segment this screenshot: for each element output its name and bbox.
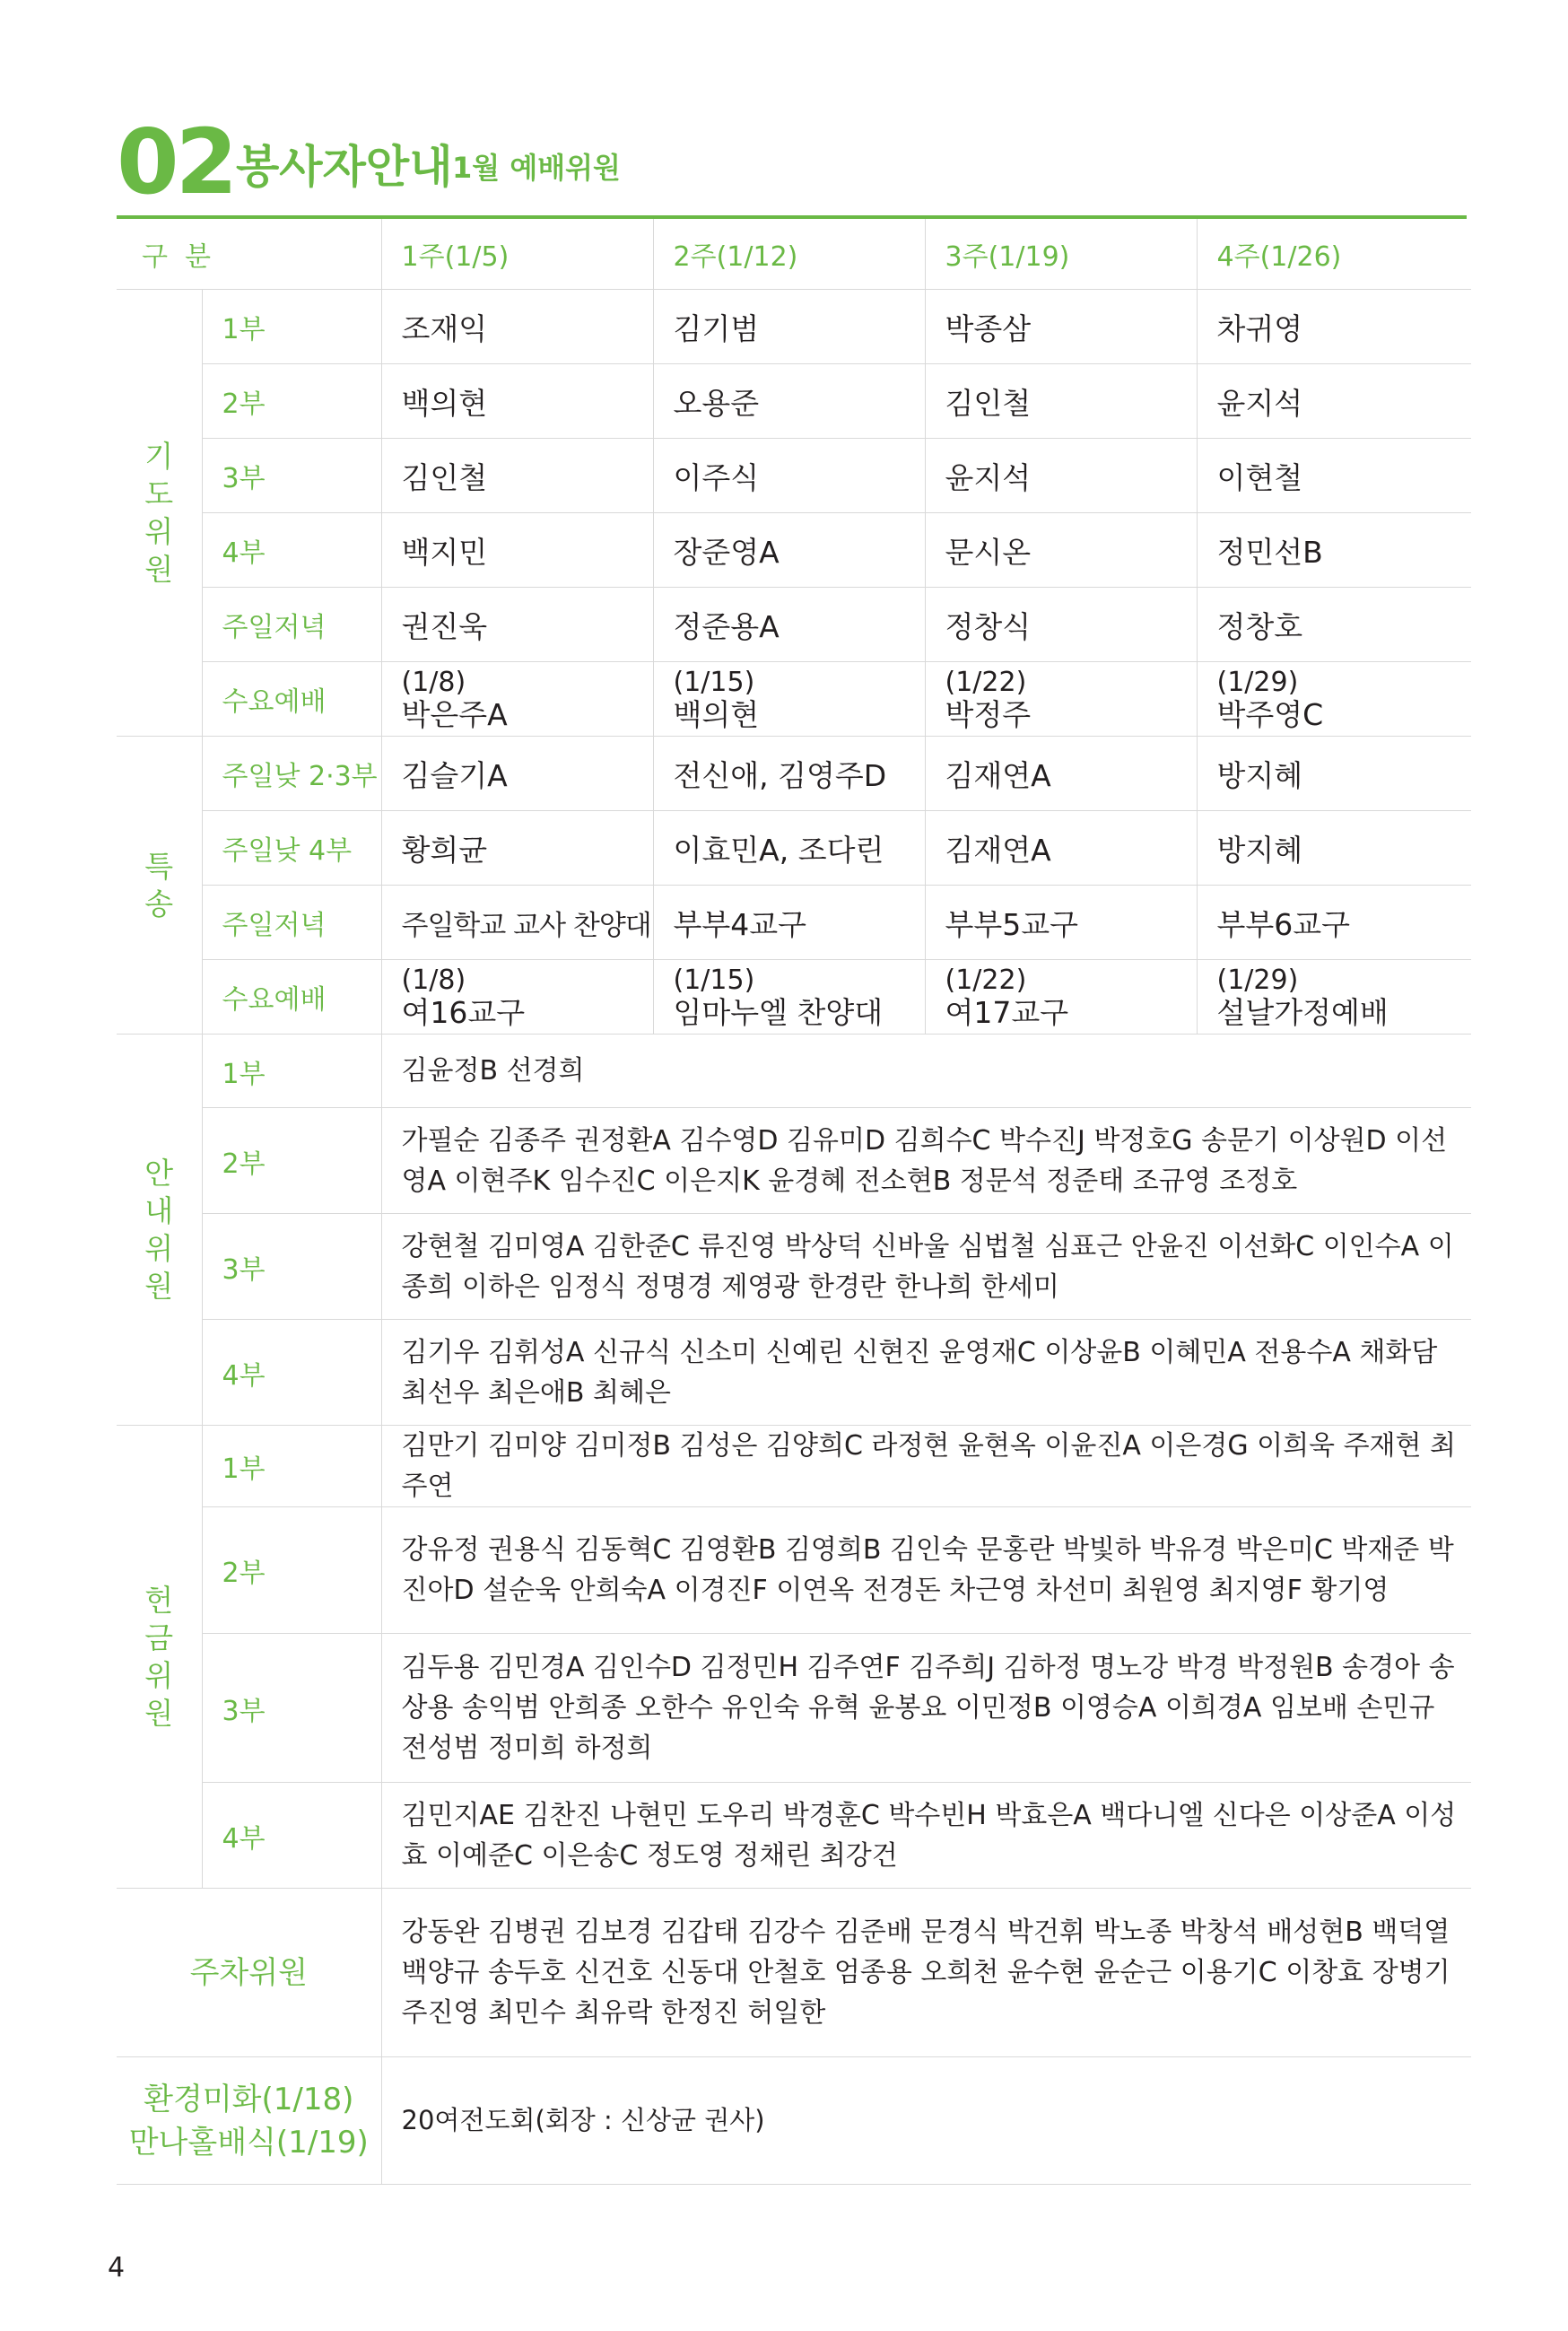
cell: 황희균 [381,811,653,886]
cell: 김재연A [925,737,1197,811]
row-label: 주일낮 4부 [202,811,381,886]
row-label: 수요예배 [202,960,381,1035]
name-list: 김민지AE 김찬진 나현민 도우리 박경훈C 박수빈H 박효은A 백다니엘 신다은 이상준A 이성효 이예준C 이은송C 정도영 정채린 최강건 [381,1783,1471,1889]
row-label: 주일저녁 [202,588,381,662]
category-prayer: 기 도 위 원 [117,290,202,737]
section-number: 02 [117,109,235,214]
category-parking: 주차위원 [117,1889,381,2057]
row-label: 2부 [202,364,381,439]
cell: 정창식 [925,588,1197,662]
row-label: 1부 [202,1426,381,1507]
row-label: 1부 [202,290,381,364]
section-title: 봉사자안내 [236,141,453,193]
table-row [117,439,1471,513]
name-list: 강동완 김병권 김보경 김갑태 김강수 김준배 문경식 박건휘 박노종 박창석 배성현B 백덕열 백양규 송두호 신건호 신동대 안철호 엄종용 오희천 윤수현 윤순근 이용기C 이창효 장병기 주진영 최민수 최유락 한정진 허일한 [381,1889,1471,2057]
cell-name: 임마누엘 찬양대 [673,995,884,1030]
name-list: 강현철 김미영A 김한준C 류진영 박상덕 신바울 심법철 심표근 안윤진 이선화C 이인수A 이종희 이하은 임정식 정명경 제영광 한경란 한나희 한세미 [381,1214,1471,1320]
cell-name: 여16교구 [401,995,526,1030]
row-label: 주일저녁 [202,886,381,960]
row-label: 4부 [202,1320,381,1426]
cell-name: 박은주A [401,697,508,732]
cell: 이효민A, 조다린 [653,811,925,886]
cell: 조재익 [381,290,653,364]
table-row [117,1634,1471,1783]
cell: 오용준 [653,364,925,439]
cell-name: 백의현 [673,697,760,732]
volunteer-table [117,219,1471,2185]
cell: 윤지석 [1197,364,1471,439]
cell: 박종삼 [925,290,1197,364]
column-header-week4: 4주(1/26) [1197,219,1471,290]
table-row [117,2057,1471,2185]
cell-name: 박정주 [945,697,1032,732]
cell-name: 여17교구 [945,995,1069,1030]
cell: 전신애, 김영주D [653,737,925,811]
cell: 윤지석 [925,439,1197,513]
row-label: 수요예배 [202,662,381,737]
cell: 김인철 [381,439,653,513]
cell-date: (1/8) [401,667,466,698]
cell-date: (1/15) [673,965,755,996]
category-usher: 안 내 위 원 [117,1035,202,1426]
cell: 백의현 [381,364,653,439]
cell: 방지혜 [1197,737,1471,811]
cell: 정민선B [1197,513,1471,588]
cell-name: 설날가정예배 [1216,995,1389,1030]
row-label: 주일낮 2·3부 [202,737,381,811]
page-number: 4 [108,2252,126,2283]
cell: 주일학교 교사 찬양대 [381,886,653,960]
cell-date: (1/22) [945,667,1027,698]
table-row [117,1320,1471,1426]
category-meal-label: 만나홀배식(1/19) [128,2124,369,2161]
table-row [117,364,1471,439]
column-header-week3: 3주(1/19) [925,219,1197,290]
name-list: 김기우 김휘성A 신규식 신소미 신예린 신현진 윤영재C 이상윤B 이혜민A 전용수A 채화담 최선우 최은애B 최혜은 [381,1320,1471,1426]
cell: 방지혜 [1197,811,1471,886]
cell [925,662,1197,737]
category-offering: 헌 금 위 원 [117,1426,202,1889]
table-row [117,886,1471,960]
row-label: 2부 [202,1507,381,1634]
cell [381,662,653,737]
cell [925,960,1197,1035]
cell: 부부5교구 [925,886,1197,960]
cell [653,662,925,737]
cell: 장준영A [653,513,925,588]
row-label: 4부 [202,1783,381,1889]
table-row [117,1783,1471,1889]
name-list: 가필순 김종주 권정환A 김수영D 김유미D 김희수C 박수진J 박정호G 송문기 이상원D 이선영A 이현주K 임수진C 이은지K 윤경혜 전소현B 정문석 정준태 조규영 조정호 [381,1108,1471,1214]
table-row [117,588,1471,662]
cell: 김인철 [925,364,1197,439]
cell: 문시온 [925,513,1197,588]
cell: 김기범 [653,290,925,364]
section-subtitle: 1월 예배위원 [452,151,621,185]
table-row [117,737,1471,811]
table-row [117,1426,1471,1507]
table-header-row [117,219,1471,290]
cell-date: (1/8) [401,965,466,996]
cell: 차귀영 [1197,290,1471,364]
cell: 김재연A [925,811,1197,886]
column-header-week1: 1주(1/5) [381,219,653,290]
cell-date: (1/22) [945,965,1027,996]
name-list: 강유정 권용식 김동혁C 김영환B 김영희B 김인숙 문홍란 박빛하 박유경 박은미C 박재준 박진아D 설순욱 안희숙A 이경진F 이연옥 전경돈 차근영 차선미 최원영 최지영F 황기영 [381,1507,1471,1634]
name-list: 20여전도회(회장 : 신상균 권사) [381,2057,1471,2185]
cell-date: (1/15) [673,667,755,698]
cell: 백지민 [381,513,653,588]
cell [1197,662,1471,737]
table-row [117,1889,1471,2057]
cell: 부부6교구 [1197,886,1471,960]
table-row [117,290,1471,364]
row-label: 2부 [202,1108,381,1214]
row-label: 3부 [202,439,381,513]
row-label: 3부 [202,1214,381,1320]
name-list: 김만기 김미양 김미정B 김성은 김양희C 라정현 윤현옥 이윤진A 이은경G 이희욱 주재현 최주연 [381,1426,1471,1507]
cell-date: (1/29) [1216,965,1299,996]
cell: 김슬기A [381,737,653,811]
category-special-song: 특 송 [117,737,202,1035]
row-label: 4부 [202,513,381,588]
cell [1197,960,1471,1035]
table-row [117,1035,1471,1108]
name-list: 김두용 김민경A 김인수D 김정민H 김주연F 김주희J 김하정 명노강 박경 박정원B 송경아 송상용 송익범 안희종 오한수 유인숙 유혁 윤봉요 이민정B 이영승A 이희경A 임보배 손민규 전성범 정미희 하정희 [381,1634,1471,1783]
table-row [117,662,1471,737]
table-row [117,811,1471,886]
cell: 부부4교구 [653,886,925,960]
cell-date: (1/29) [1216,667,1299,698]
table-row [117,1108,1471,1214]
column-header-category: 구 분 [117,219,381,290]
row-label: 3부 [202,1634,381,1783]
cell: 정창호 [1197,588,1471,662]
table-row [117,960,1471,1035]
table-row [117,1507,1471,1634]
row-label: 1부 [202,1035,381,1108]
cell: 이주식 [653,439,925,513]
table-row [117,513,1471,588]
category-environment-label: 환경미화(1/18) [144,2081,354,2117]
cell [653,960,925,1035]
cell: 정준용A [653,588,925,662]
cell: 이현철 [1197,439,1471,513]
cell: 권진욱 [381,588,653,662]
cell [381,960,653,1035]
category-environment [117,2057,381,2185]
column-header-week2: 2주(1/12) [653,219,925,290]
cell-name: 박주영C [1216,697,1324,732]
table-row [117,1214,1471,1320]
name-list: 김윤정B 선경희 [381,1035,1471,1108]
